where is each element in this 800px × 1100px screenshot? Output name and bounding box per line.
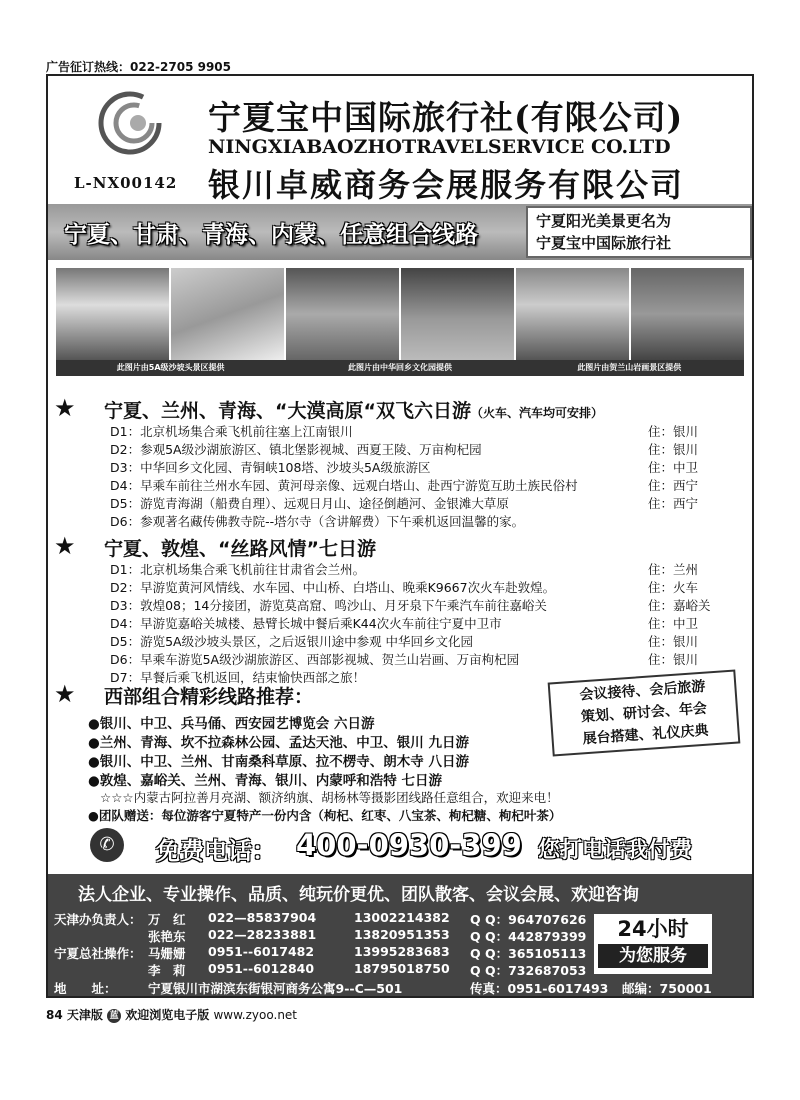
- rename-line2: 宁夏宝中国际旅行社: [536, 234, 672, 252]
- company-name-cn2: 银川卓威商务会展服务有限公司: [208, 166, 685, 204]
- route2-stay: 住：嘉峪关: [648, 598, 711, 613]
- route1-note: （火车、汽车均可安排）: [470, 406, 603, 420]
- address-value: 宁夏银川市湖滨东街银河商务公寓9--C—501: [148, 981, 403, 996]
- license-number: L-NX00142: [74, 174, 178, 192]
- contact-panel: [48, 874, 752, 998]
- service-24h-box: [594, 914, 712, 974]
- service-24h-line2: 为您服务: [598, 944, 708, 968]
- photo-mosque-lake: [286, 268, 399, 360]
- route2-stay: 住：兰州: [648, 562, 699, 577]
- route2-day: D1：北京机场集合乘飞机前往甘肃省会兰州。: [110, 562, 366, 577]
- photo-rock-carving: [631, 268, 744, 360]
- company-name-en: NINGXIABAOZHOTRAVELSERVICE CO.LTD: [208, 136, 671, 158]
- photo-credit: 此图片由中华回乡文化园提供: [347, 363, 452, 372]
- contact-mobile: 13995283683: [354, 944, 450, 959]
- route3-title: 西部组合精彩线路推荐：: [104, 686, 314, 708]
- route2-day: D3：敦煌08；14分接团，游览莫高窟、鸣沙山、月牙泉下午乘汽车前往嘉峪关: [110, 598, 547, 613]
- footer-url[interactable]: www.zyoo.net: [213, 1008, 298, 1022]
- edition-badge-icon: 蓝: [107, 1009, 121, 1023]
- route2-day: D5：游览5A级沙坡头景区，之后返银川途中参观 中华回乡文化园: [110, 634, 474, 649]
- company-logo-icon: [98, 91, 162, 155]
- route1-day: D1：北京机场集合乘飞机前往塞上江南银川: [110, 424, 353, 439]
- route1-stay: 住：中卫: [648, 460, 699, 475]
- phone-icon: ✆: [90, 828, 124, 862]
- contact-name: 张艳东: [148, 929, 186, 944]
- services-box: [548, 670, 741, 757]
- route1-stay: 住：银川: [648, 442, 699, 457]
- company-name-cn: 宁夏宝中国际旅行社(有限公司): [208, 98, 684, 137]
- contact-tel: 022—28233881: [208, 927, 317, 942]
- ningxia-label: 宁夏总社操作：: [54, 946, 142, 961]
- contact-qq: Q Q：732687053: [470, 963, 587, 978]
- star-icon: ★: [54, 680, 76, 708]
- service-line: 会议接待、会后旅游: [579, 678, 706, 704]
- contact-slogan: 法人企业、专业操作、品质、纯玩价更优、团队散客、会议会展、欢迎咨询: [78, 885, 639, 905]
- route1-day: D2：参观5A级沙湖旅游区、镇北堡影视城、西夏王陵、万亩枸杞园: [110, 442, 482, 457]
- route1-day: D4：早乘车前往兰州水车园、黄河母亲像、远观白塔山、赴西宁游览互助土族民俗村: [110, 478, 578, 493]
- rename-notice: [526, 206, 752, 258]
- photo-credit: 此图片由5A级沙坡头景区提供: [116, 363, 225, 372]
- tianjin-label: 天津办负责人：: [54, 912, 142, 927]
- free-phone-number[interactable]: 400-0930-399: [296, 828, 522, 862]
- fax-value: 传真：0951-6017493: [470, 981, 609, 996]
- contact-mobile: 13002214382: [354, 910, 450, 925]
- banner-text: 宁夏、甘肃、青海、内蒙、任意组合线路: [64, 222, 478, 248]
- photo-strip: [56, 268, 744, 360]
- route2-day: D6：早乘车游览5A级沙湖旅游区、西部影视城、贺兰山岩画、万亩枸杞园: [110, 652, 520, 667]
- route2-stay: 住：银川: [648, 652, 699, 667]
- photo-sand-slide: [171, 268, 284, 360]
- company-header: [48, 76, 752, 204]
- route2-stay: 住：中卫: [648, 616, 699, 631]
- postcode-value: 邮编：750001: [622, 981, 712, 996]
- photo-captions: [56, 360, 744, 376]
- contact-qq: Q Q：442879399: [470, 929, 587, 944]
- service-line: 展台搭建、礼仪庆典: [582, 722, 709, 748]
- phone-tagline: 您打电话我付费: [538, 838, 693, 863]
- contact-name: 李 莉: [148, 963, 186, 978]
- page-number: 84 天津版: [46, 1008, 103, 1022]
- contact-tel: 0951--6017482: [208, 944, 315, 959]
- route1-day: D3：中华回乡文化园、青铜峡108塔、沙坡头5A级旅游区: [110, 460, 431, 475]
- route2-stay: 住：银川: [648, 634, 699, 649]
- contact-tel: 0951--6012840: [208, 961, 315, 976]
- route1-stay: 住：西宁: [648, 478, 699, 493]
- route1-stay: 住：银川: [648, 424, 699, 439]
- ad-hotline: 广告征订热线：022-2705 9905: [46, 60, 232, 74]
- route1-title: 宁夏、兰州、青海、“大漠高原“双飞六日游（火车、汽车均可安排）: [104, 400, 603, 422]
- route1-stay: 住：西宁: [648, 496, 699, 511]
- ad-frame: [46, 74, 754, 998]
- route2-day: D4：早游览嘉峪关城楼、悬臂长城中餐后乘K44次火车前往宁夏中卫市: [110, 616, 502, 631]
- rename-line1: 宁夏阳光美景更名为: [536, 212, 672, 230]
- photo-tour-note: ☆☆☆内蒙古阿拉善月亮湖、额济纳旗、胡杨林等摄影团线路任意组合，欢迎来电！: [100, 790, 559, 805]
- service-line: 策划、研讨会、年会: [580, 700, 708, 726]
- photo-desert-rock: [56, 268, 169, 360]
- contact-mobile: 13820951353: [354, 927, 450, 942]
- route2-title: 宁夏、敦煌、“丝路风情”七日游: [104, 538, 376, 560]
- combo-route-item: ●银川、中卫、兵马俑、西安园艺博览会 六日游: [88, 716, 375, 732]
- photo-mosque: [401, 268, 514, 360]
- contact-name: 马姗姗: [148, 946, 186, 961]
- contact-tel: 022—85837904: [208, 910, 317, 925]
- route1-day: D5：游览青海湖（船费自理）、远观日月山、途径倒趟河、金银滩大草原: [110, 496, 509, 511]
- route1-day: D6：参观著名藏传佛教寺院--塔尔寺（含讲解费）下午乘机返回温馨的家。: [110, 514, 525, 529]
- free-phone-label: 免费电话：: [156, 837, 276, 865]
- address-label: 地 址：: [54, 981, 117, 996]
- combo-route-item: ●银川、中卫、兰州、甘南桑科草原、拉不楞寺、朗木寺 八日游: [88, 754, 469, 770]
- service-24h-line1: 24小时: [617, 917, 689, 941]
- page-footer: [46, 1006, 297, 1023]
- photo-mushroom-rock: [516, 268, 629, 360]
- combo-route-item: ●敦煌、嘉峪关、兰州、青海、银川、内蒙呼和浩特 七日游: [88, 773, 442, 789]
- footer-text: 欢迎浏览电子版: [125, 1008, 210, 1022]
- contact-qq: Q Q：365105113: [470, 946, 587, 961]
- combo-route-item: ●兰州、青海、坎不拉森林公园、孟达天池、中卫、银川 九日游: [88, 735, 469, 751]
- route2-stay: 住：火车: [648, 580, 699, 595]
- star-icon: ★: [54, 532, 76, 560]
- route2-day: D7：早餐后乘飞机返回，结束愉快西部之旅！: [110, 670, 366, 685]
- photo-credit: 此图片由贺兰山岩画景区提供: [577, 363, 682, 372]
- gift-note: ●团队赠送：每位游客宁夏特产一份内含（枸杞、红枣、八宝茶、枸杞糖、枸杞叶茶）: [88, 808, 562, 823]
- contact-qq: Q Q：964707626: [470, 912, 587, 927]
- star-icon: ★: [54, 394, 76, 422]
- route2-day: D2：早游览黄河风情线、水车园、中山桥、白塔山、晚乘K9667次火车赴敦煌。: [110, 580, 556, 595]
- contact-name: 万 红: [148, 912, 186, 927]
- contact-mobile: 18795018750: [354, 961, 450, 976]
